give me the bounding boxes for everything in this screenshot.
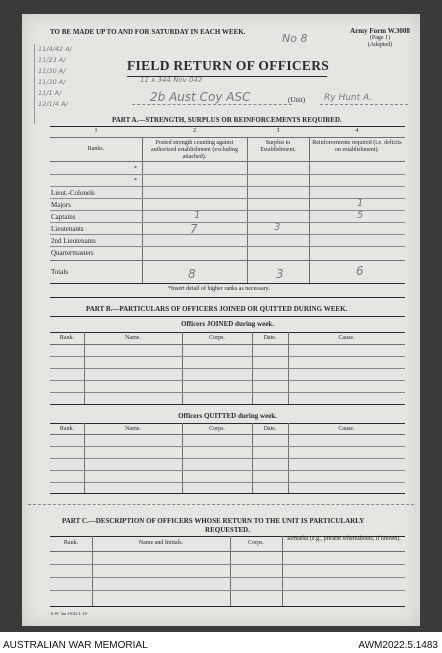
col-header-surplus: Surplus to Establishment.: [260, 140, 296, 153]
part-b-heading: PART B.—PARTICULARS OF OFFICERS JOINED OR QUITTED DURING WEEK.: [86, 305, 348, 313]
row-rule: [50, 210, 405, 211]
joined-col-cause: Cause.: [338, 335, 355, 341]
rank-captains: Captains: [51, 213, 76, 221]
quitted-col-rank: Rank.: [59, 426, 75, 432]
value-majors-reinforcements: 1: [357, 198, 364, 209]
col-number-2: 2: [193, 128, 196, 134]
joined-col-name: Name.: [125, 335, 141, 341]
rank-majors: Majors: [51, 201, 71, 209]
part-a-heading: PART A.—STRENGTH, SURPLUS OR REINFORCEMENTS REQUIRED.: [112, 116, 342, 124]
row-rule: [50, 380, 405, 381]
col-header-rule: [50, 161, 405, 162]
joined-col-corps: Corps.: [209, 335, 225, 341]
caption-institution: AUSTRALIAN WAR MEMORIAL: [3, 640, 148, 651]
part-c-col-divider: [92, 536, 93, 606]
quitted-bottom-rule: [50, 493, 405, 494]
asterisk-marker: *: [134, 178, 137, 184]
row-rule: [50, 368, 405, 369]
part-c-bottom-rule: [50, 606, 405, 607]
margin-note: 11/23 A/: [38, 56, 66, 64]
row-rule: [50, 392, 405, 393]
value-totals-posted: 8: [188, 267, 196, 281]
col-number-1: 1: [94, 128, 98, 134]
joined-header-rule: [50, 344, 405, 345]
form-title: FIELD RETURN OF OFFICERS: [127, 58, 330, 73]
part-b-top-rule: [50, 316, 405, 317]
totals-rule: [50, 260, 405, 261]
rank-totals: Totals: [51, 268, 69, 276]
part-a-footnote: *Insert detail of higher ranks as necessary.: [168, 286, 270, 292]
margin-note: 11/1 A/: [38, 89, 62, 97]
handwritten-number: No 8: [282, 32, 308, 45]
part-a-top-rule: [50, 126, 405, 127]
row-rule: [50, 198, 405, 199]
value-lieutenants-surplus: 3: [274, 222, 281, 233]
row-rule: [50, 186, 405, 187]
row-rule: [50, 234, 405, 235]
part-a-bottom-rule: [50, 283, 405, 284]
quitted-col-name: Name.: [125, 426, 141, 432]
row-rule: [50, 222, 405, 223]
place-fill-line: [320, 104, 408, 105]
form-number: Army Form W.3008: [350, 27, 410, 35]
joined-col-rank: Rank.: [59, 335, 75, 341]
margin-notes-block: [34, 44, 114, 124]
rank-2nd-lieutenants: 2nd Lieutenants: [51, 237, 96, 245]
quitted-title: Officers QUITTED during week.: [178, 412, 277, 420]
part-c-col-divider: [282, 536, 283, 606]
joined-col-date: Date.: [263, 335, 277, 341]
form-page-label: (Page 1): [369, 35, 391, 41]
quitted-col-corps: Corps.: [209, 426, 225, 432]
quitted-header-rule: [50, 434, 405, 435]
margin-note: 11/30 A/: [38, 67, 66, 75]
value-lieutenants-posted: 7: [190, 222, 198, 236]
part-c-header-rule: [50, 551, 405, 552]
quitted-top-rule: [50, 423, 405, 424]
col-number-4: 4: [355, 128, 359, 134]
value-captains-reinforcements: 5: [357, 210, 364, 221]
part-c-col-corps: Corps.: [248, 540, 264, 546]
col-number-rule: [50, 137, 405, 138]
unit-label: (Unit): [288, 96, 306, 104]
quitted-col-cause: Cause.: [338, 426, 355, 432]
handwritten-date: 11 x 344 Nov 042: [140, 76, 203, 84]
form-instruction: TO BE MADE UP TO AND FOR SATURDAY IN EACH WEEK.: [50, 28, 246, 36]
form-page: [22, 14, 420, 626]
section-rule: [50, 297, 405, 298]
joined-top-rule: [50, 332, 405, 333]
row-rule: [50, 458, 405, 459]
part-c-col-rank: Rank.: [63, 540, 79, 546]
part-c-col-remarks: Remarks (e.g., present whereabouts, if known).: [287, 536, 401, 542]
row-rule: [50, 446, 405, 447]
joined-title: Officers JOINED during week.: [181, 320, 274, 328]
part-c-col-name: Name and Initials.: [138, 540, 184, 546]
print-code: A.W. 3m 10/42 L 10: [50, 611, 87, 616]
col-header-ranks: Ranks.: [87, 146, 105, 152]
row-rule: [50, 564, 405, 565]
row-rule: [50, 577, 405, 578]
margin-note: 12/1/4 A/: [38, 100, 68, 108]
rank-lieutenants: Lieutenants: [51, 225, 84, 233]
rank-lieut-colonels: Lieut.-Colonels: [51, 189, 95, 197]
part-c-heading-cont: REQUESTED.: [205, 526, 250, 534]
row-rule: [50, 356, 405, 357]
part-c-col-divider: [230, 536, 231, 606]
col-header-reinforcements: Reinforcements required (i.e. deficits on establishment).: [312, 140, 402, 153]
part-c-heading: PART C.—DESCRIPTION OF OFFICERS WHOSE RETURN TO THE UNIT IS PARTICULARLY: [62, 517, 365, 525]
margin-note: 11/4/42 A/: [38, 45, 72, 53]
margin-note: 11/30 A/: [38, 78, 66, 86]
unit-fill-line: [132, 104, 292, 105]
value-captains-posted: 1: [194, 210, 201, 221]
row-rule: [50, 590, 405, 591]
row-rule: [50, 470, 405, 471]
value-totals-reinforcements: 6: [356, 264, 364, 278]
quitted-col-date: Date.: [263, 426, 277, 432]
row-rule: [50, 482, 405, 483]
col-number-3: 3: [276, 128, 280, 134]
rank-quartermasters: Quartermasters: [51, 249, 94, 257]
handwritten-place: Ry Hunt A.: [324, 93, 373, 103]
asterisk-marker: *: [134, 166, 137, 172]
joined-bottom-rule: [50, 404, 405, 405]
col-header-posted: Posted strength counting against authorized establishment (excluding attached).: [151, 140, 238, 160]
form-adapted-label: (Adapted): [367, 42, 393, 48]
section-dashed-rule: [28, 504, 414, 505]
row-rule: [50, 174, 405, 175]
value-totals-surplus: 3: [276, 267, 284, 281]
caption-accession-number: AWM2022.5.1483: [358, 640, 438, 651]
row-rule: [50, 246, 405, 247]
handwritten-unit: 2b Aust Coy ASC: [150, 90, 251, 104]
